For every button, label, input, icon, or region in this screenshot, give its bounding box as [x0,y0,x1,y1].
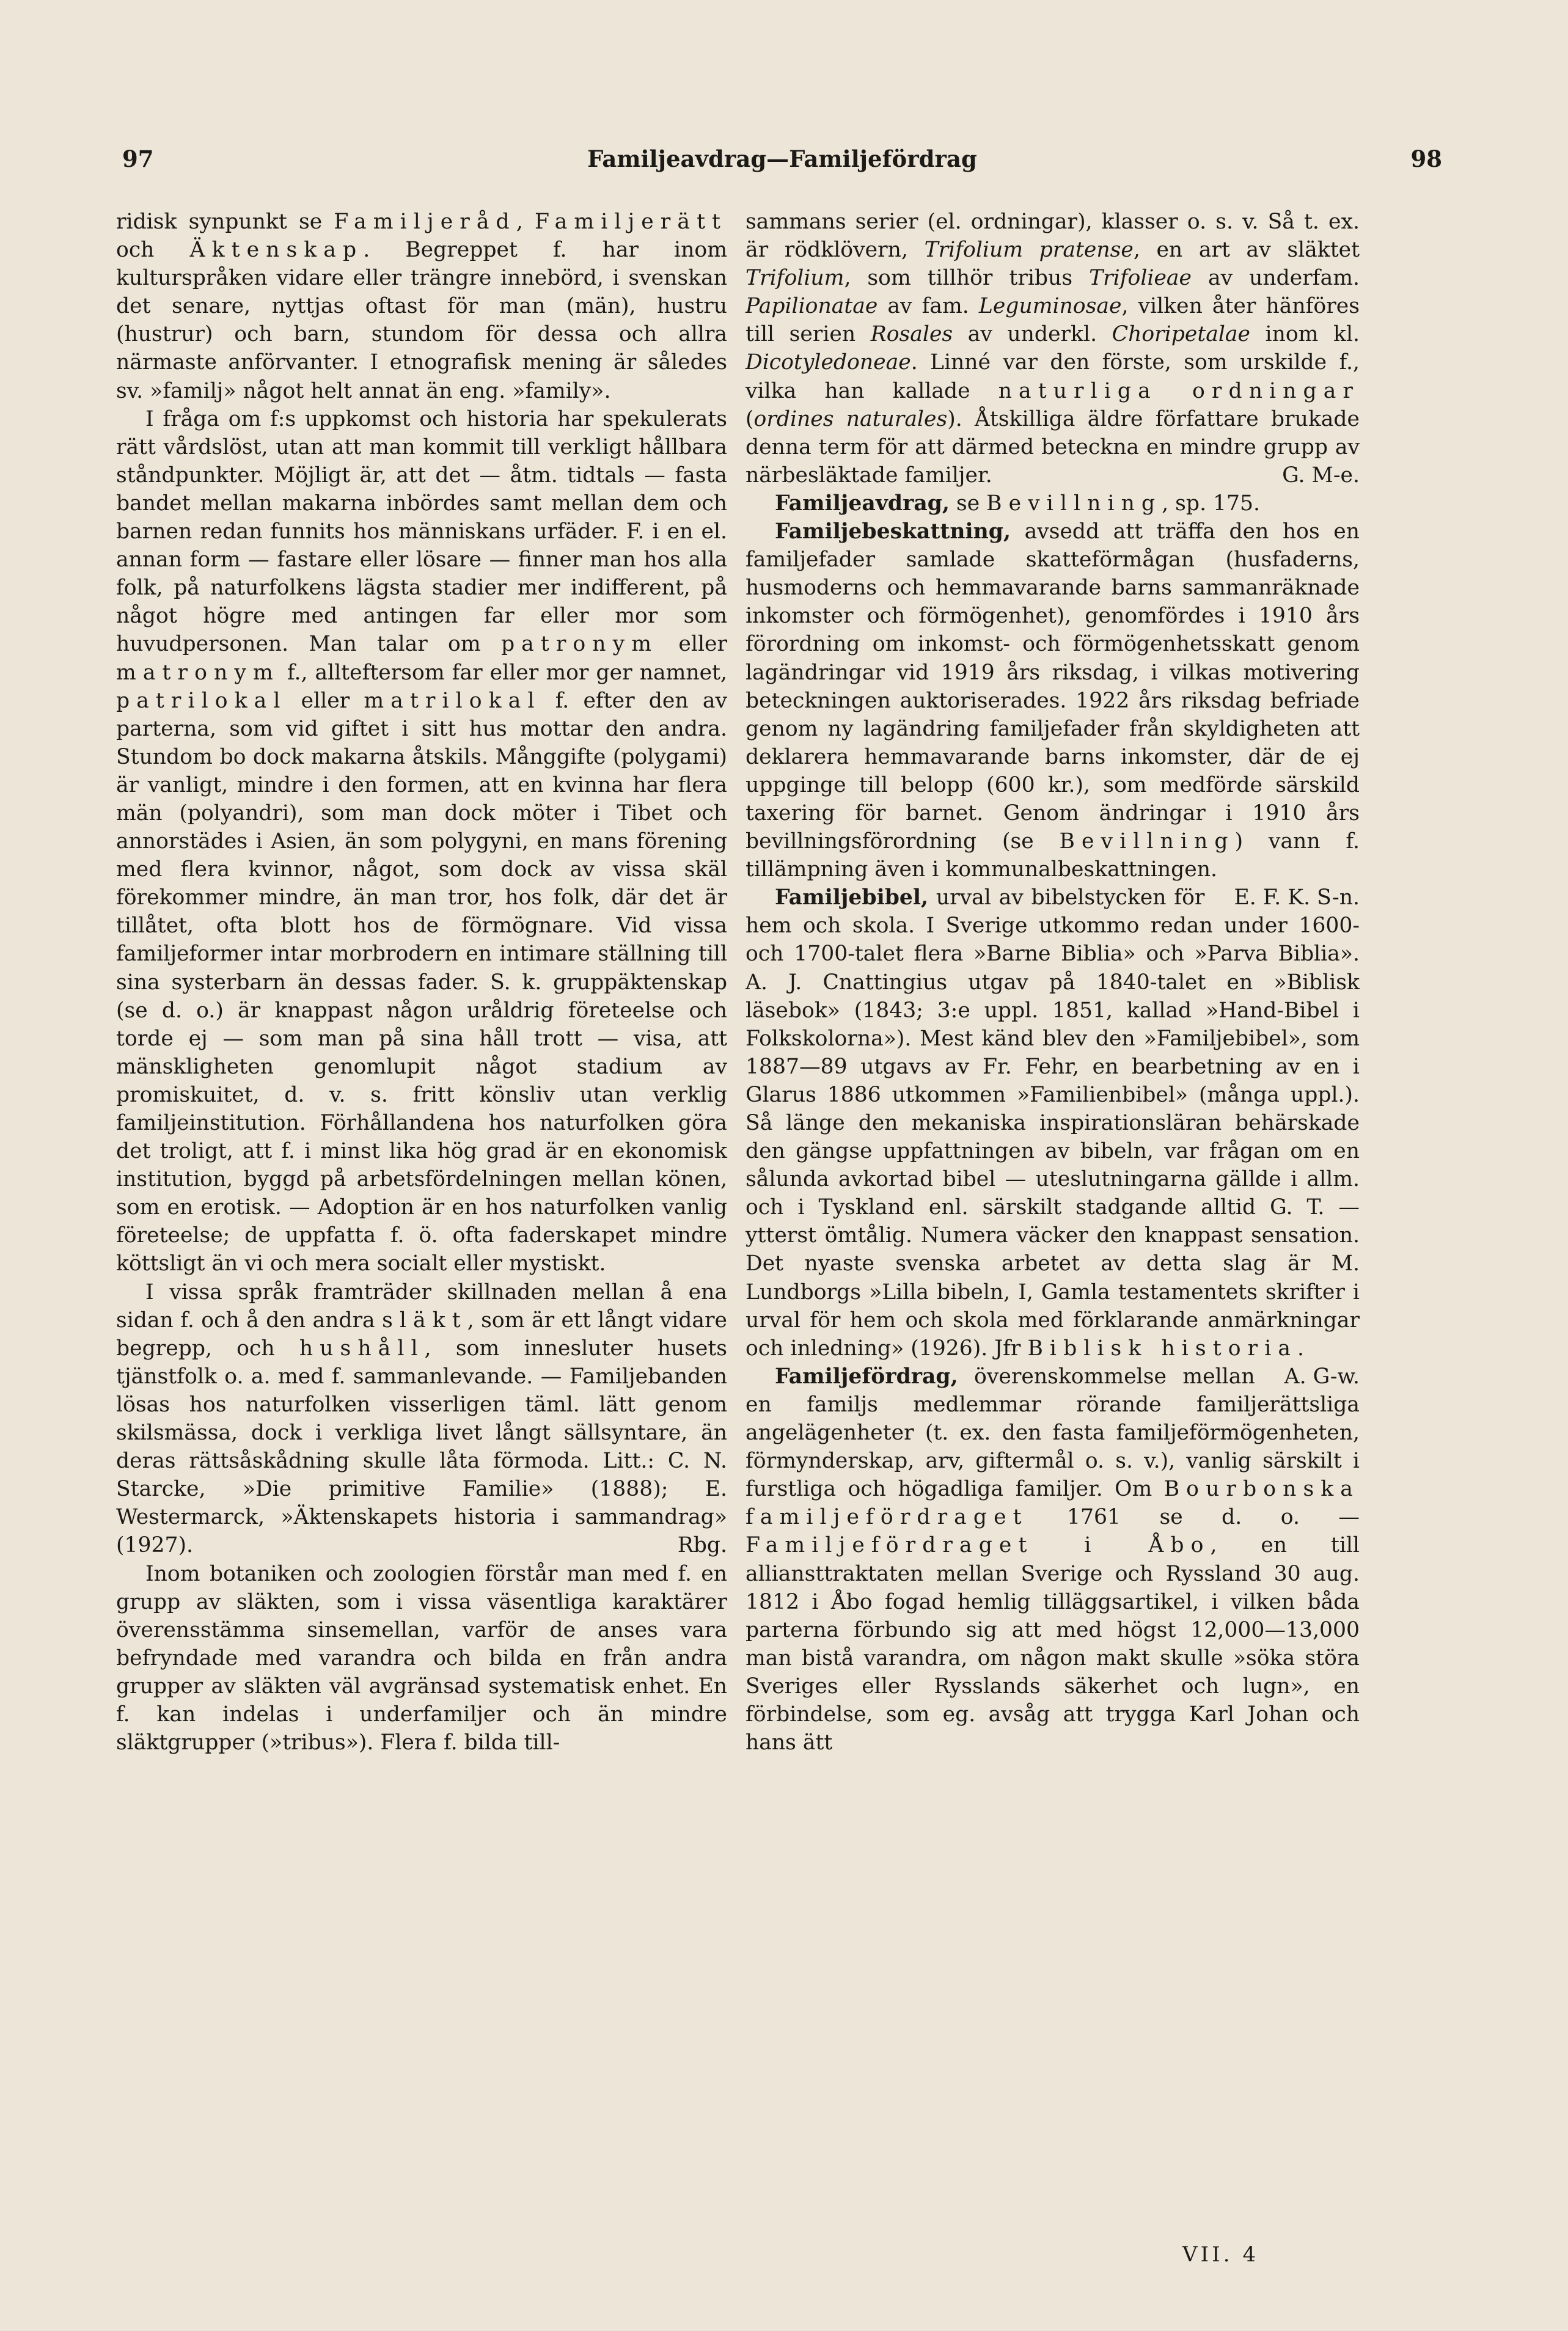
cross-reference: Bourbonska familjefördraget [746,1477,1360,1530]
paragraph: Inom botaniken och zoologien förstår man med f. en grupp av släkten, som i vissa väsentliga karaktärer överensstämma sinsemellan, varför de anses vara befryndade med varandra och bilda en från andra grupper av släkten väl avgränsad systematisk enhet. En f. kan indelas i underfamiljer och än mindre släktgrupper (»tribus»). Flera f. bilda till- [116,1561,727,1755]
entry-familjeavdrag: Familjeavdrag, se Bevillning, sp. 175. [775,491,1261,516]
right-column [746,208,1360,1757]
cross-reference: Äktenskap [189,238,364,263]
spaced-term: matrilokal [364,688,541,713]
running-header [122,145,1442,188]
spaced-term: patronym [500,632,659,657]
author-signature: G. M-e. [1282,463,1360,488]
paragraph: ridisk synpunkt se Familjeråd, Familjerätt och Äktenskap. Begreppet f. har inom kulturspråken vidare eller trängre innebörd, i svenskan det senare, nyttjas oftast för man (män), hustru (hustrur) och barn, stundom för dessa och allra närmaste anförvanter. I etnografisk mening är således sv. »familj» något helt annat än eng. »family». [116,210,728,403]
entry-familjebeskattning: Familjebeskattning, avsedd att träffa den hos en familjefader samlade skatteförmågan (husfaderns, husmoderns och hemmavarande barns sammanräknade inkomster och förmögenhet), genomfördes i 1910 års förordning om inkomst- och förmögenhetsskatt genom lagändringar vid 1919 års riksdag, i vilkas motivering beteckningen auktoriserades. 1922 års riksdag befriade genom ny lagändring familjefader från skyldigheten att deklarera hemmavarande barns inkomster, där de ej uppginge till belopp (600 kr.), som medförde särskild taxering för barnet. Genom ändringar i 1910 års bevillningsförordning (se Bevillning) vann f. tillämpning även i kommunalbeskattningen. E. F. K. S-n. [746,518,1360,884]
spaced-term: naturliga ordningar [998,378,1360,403]
headword: Familjefördrag, [775,1364,958,1389]
headword: Familjebibel, [775,885,929,910]
cross-reference: Biblisk historia [1027,1336,1298,1361]
author-signature: Rbg. [677,1533,727,1558]
headword: Familjeavdrag, [775,491,950,516]
running-title: Familjeavdrag—Familjefördrag [587,145,977,172]
entry-familjefordrag: Familjefördrag, överenskommelse mellan en familjs medlemmar rörande familjerättsliga angelägenheter (t. ex. den fasta familjeförmögenheten, förmynderskap, arv, giftermål o. s. v.), vanlig särskilt i furstliga och högadliga familjer. Om Bourbonska familjefördraget 1761 se d. o. — Familjefördraget i Åbo, en till alliansttraktaten mellan Sverige och Ryssland 30 aug. 1812 i Åbo fogad hemlig tilläggsartikel, i vilken båda parterna förbundo sig att med högst 12,000—13,000 man bistå varandra, om någon makt skulle »söka störa Sveriges eller Rysslands säkerhet och lugn», en förbindelse, som eg. avsåg att trygga Karl Johan och hans ätt [746,1364,1360,1755]
spaced-term: matronym [116,660,280,685]
spaced-term: hushåll [299,1336,425,1361]
cross-reference: Familjerätt [534,210,728,234]
paragraph: I fråga om f:s uppkomst och historia har spekulerats rätt vårdslöst, utan att man kommit till verkligt hållbara ståndpunkter. Möjligt är, att det — åtm. tidtals — fasta bandet mellan makarna inbördes samt mellan dem och barnen redan funnits hos människans urfäder. F. i en el. annan form — fastare eller lösare — finner man hos alla folk, på naturfolkens lägsta stadier mer indifferent, på något högre med antingen far eller mor som huvudpersonen. Man talar om patronym eller matronym f., allteftersom far eller mor ger namnet, patrilokal eller matrilokal f. efter den av parterna, som vid giftet i sitt hus mottar den andra. Stundom bo dock makarna åtskils. Månggifte (polygami) är vanligt, mindre i den formen, att en kvinna har flera män (polyandri), som man dock möter i Tibet och annorstädes i Asien, än som polygyni, en mans förening med flera kvinnor, något, som dock av vissa skäl förekommer mindre, än man tror, hos folk, där det är tillåtet, ofta blott hos de förmögnare. Vid vissa familjeformer intar morbrodern en intimare ställning till sina systerbarn än dessas fader. S. k. gruppäktenskap (se d. o.) är knappast någon uråldrig företeelse och torde ej — som man på sina håll trott — visa, att mänskligheten genomlupit något stadium av promiskuitet, d. v. s. fritt könsliv utan verklig familjeinstitution. Förhållandena hos naturfolken göra det troligt, att f. i minst lika hög grad är en ekonomisk institution, byggd på arbetsfördelningen mellan könen, som en erotisk. — Adoption är en hos naturfolken vanlig företeelse; de uppfatta f. ö. ofta faderskapet mindre köttsligt än vi och mera socialt eller mystiskt. [116,406,727,1276]
headword: Familjebeskattning, [775,519,1011,544]
spaced-term: släkt [382,1308,467,1333]
cross-reference: Familjeråd [334,210,516,234]
paragraph: I vissa språk framträder skillnaden mellan å ena sidan f. och å den andra släkt, som är ett långt vidare begrepp, och hushåll, som innesluter husets tjänstfolk o. a. med f. sammanlevande. — Familjebanden lösas hos naturfolken visserligen täml. lätt genom skilsmässa, dock i verkliga livet långt sällsyntare, än deras rättsåskådning skulle låta förmoda. Litt.: C. N. Starcke, »Die primitive Familie» (1888); E. Westermarck, »Äktenskapets historia i sammandrag» (1927). Rbg. [116,1278,727,1560]
left-column [116,208,727,1757]
entry-familjebibel: Familjebibel, urval av bibelstycken för hem och skola. I Sverige utkommo redan under 1600- och 1700-talet flera »Barne Biblia» och »Parva Biblia». A. J. Cnattingius utgav på 1840-talet en »Biblisk läsebok» (1843; 3:e uppl. 1851, kallad »Hand-Bibel i Folkskolorna»). Mest känd blev den »Familjebibel», som 1887—89 utgavs av Fr. Fehr, en bearbetning av en i Glarus 1886 utkommen »Familienbibel» (många uppl.). Så länge den mekaniska inspirationsläran behärskade den gängse uppfattningen av bibeln, var frågan om en sålunda avkortad bibel — uteslutningarna gällde i allm. och i Tyskland enl. särskilt stadgande alltid G. T. — ytterst ömtålig. Numera väcker den knappast sensation. Det nyaste svenska arbetet av detta slag är M. Lundborgs »Lilla bibeln, I, Gamla testamentets skrifter i urval för hem och skola med förklarande anmärkningar och inledning» (1926). Jfr Biblisk historia. A. G-w. [746,884,1360,1363]
author-signature: A. G-w. [1284,1364,1360,1389]
author-signature: E. F. K. S-n. [1234,885,1360,910]
cross-reference: Bevillning [986,491,1162,516]
cross-reference: Bevillning [1059,829,1235,854]
cross-reference: Familjefördraget i Åbo [746,1533,1211,1558]
signature-mark: VII. 4 [1182,2242,1259,2267]
paragraph: sammans serier (el. ordningar), klasser o. s. v. Så t. ex. är rödklövern, Trifolium pratense, en art av släktet Trifolium, som tillhör tribus Trifolieae av underfam. Papilionatae av fam. Leguminosae, vilken åter hänföres till serien Rosales av underkl. Choripetalae inom kl. Dicotyledoneae. Linné var den förste, som urskilde f., vilka han kallade naturliga ordningar (ordines naturales). Åtskilliga äldre författare brukade denna term för att därmed beteckna en mindre grupp av närbesläktade familjer. G. M-e. [746,208,1360,489]
page-number-left: 97 [122,145,154,172]
page-number-right: 98 [1410,145,1442,172]
spaced-term: patrilokal [116,688,287,713]
